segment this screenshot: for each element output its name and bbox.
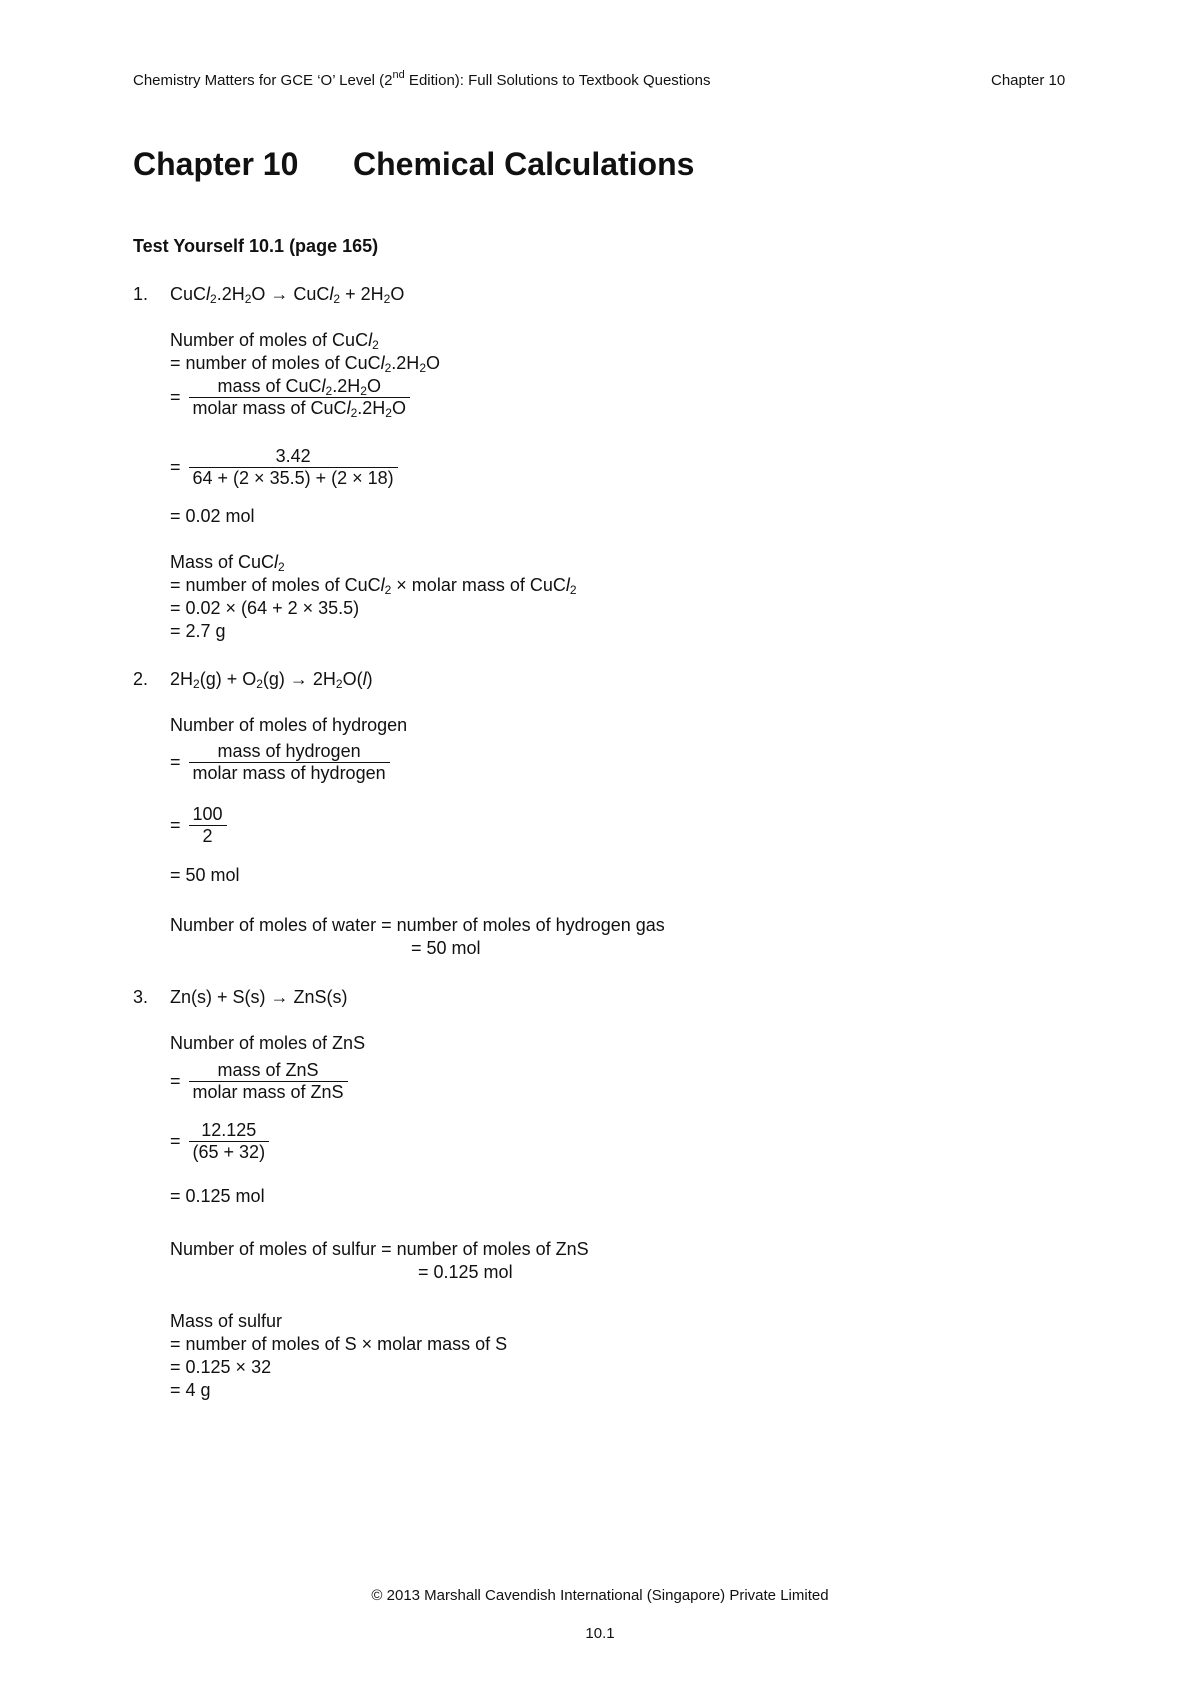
running-header-left: Chemistry Matters for GCE ‘O’ Level (2nd Edition): Full Solutions to Textbook Questions [133,69,711,89]
q1-equation: $CuCl_2.2H_2O$ → CuCl$_2$ + $2H_2O$ [170,284,405,306]
question-number-3: 3. [133,987,149,1007]
q1-result-moles: = 0.02 mol [170,506,255,526]
q2-fraction-1: = $\frac{\text{mass of hydrogen}}{\text{molar mass of hydrogen}}$ [170,741,390,784]
q1-mass-formula: = number of moles of CuCl$_2$ × molar mass of CuCl$_2$ [170,575,577,597]
page-number: 10.1 [585,1625,615,1642]
q2-water-moles: Number of moles of water = number of moles of hydrogen gas [170,915,665,935]
q1-mass-result: = 2.7 g [170,621,226,641]
q3-result-moles: = 0.125 mol [170,1186,265,1206]
q3-sulfur-result: = 0.125 mol [418,1262,513,1282]
q1-mass-substitution: = 0.02 × (64 + 2 × 35.5) [170,598,360,618]
q1-fraction-1: = $\frac{mass of CuCl_2.2H_2O}{molar mass of CuCl_2.2H_2O}$ [170,376,410,419]
q3-fraction-2: = $\frac{12.125}{(65 + 32)}$ [170,1120,269,1163]
section-heading: Test Yourself 10.1 (page 165) [133,236,379,256]
q3-mass-formula: = number of moles of S × molar mass of S [170,1334,508,1354]
question-number-2: 2. [133,669,149,689]
q3-mass-substitution: = 0.125 × 32 [170,1357,272,1377]
q2-line-moles-hydrogen: Number of moles of hydrogen [170,715,408,735]
q2-water-result: = 50 mol [411,938,481,958]
q1-fraction-2: = $\frac{3.42}{64 + (2 \times 35.5) + (2 \times 18)}$ [170,446,398,489]
q3-line-moles-zns: Number of moles of ZnS [170,1033,366,1053]
q3-fraction-1: = $\frac{\text{mass of ZnS}}{\text{molar mass of ZnS}}$ [170,1060,348,1103]
q3-equation: Zn(s) + S(s) → ZnS(s) [170,987,348,1007]
chapter-number: Chapter 10 [133,146,299,182]
chapter-title: Chemical Calculations [353,146,695,182]
running-header-right: Chapter 10 [991,72,1066,89]
question-number-1: 1. [133,284,149,304]
q2-equation: $2H_2(g) + O_2(g) \to 2H_2O(l)$ [170,669,373,691]
q3-mass-result: = 4 g [170,1380,211,1400]
q1-mass-heading: Mass of CuCl$_2$ [170,552,285,574]
q3-sulfur-moles: Number of moles of sulfur = number of moles of ZnS [170,1239,589,1259]
q3-mass-heading: Mass of sulfur [170,1311,283,1331]
q2-fraction-2: = $\frac{100}{2}$ [170,804,227,847]
q1-line-equals-hydrate: = number of moles of $CuCl_2.2H_2O$ [170,353,441,375]
copyright-footer: © 2013 Marshall Cavendish International (Singapore) Private Limited [371,1587,829,1604]
q1-line-moles-cucl2: Number of moles of CuCl$_2$ [170,330,379,352]
q2-result-moles: = 50 mol [170,865,240,885]
